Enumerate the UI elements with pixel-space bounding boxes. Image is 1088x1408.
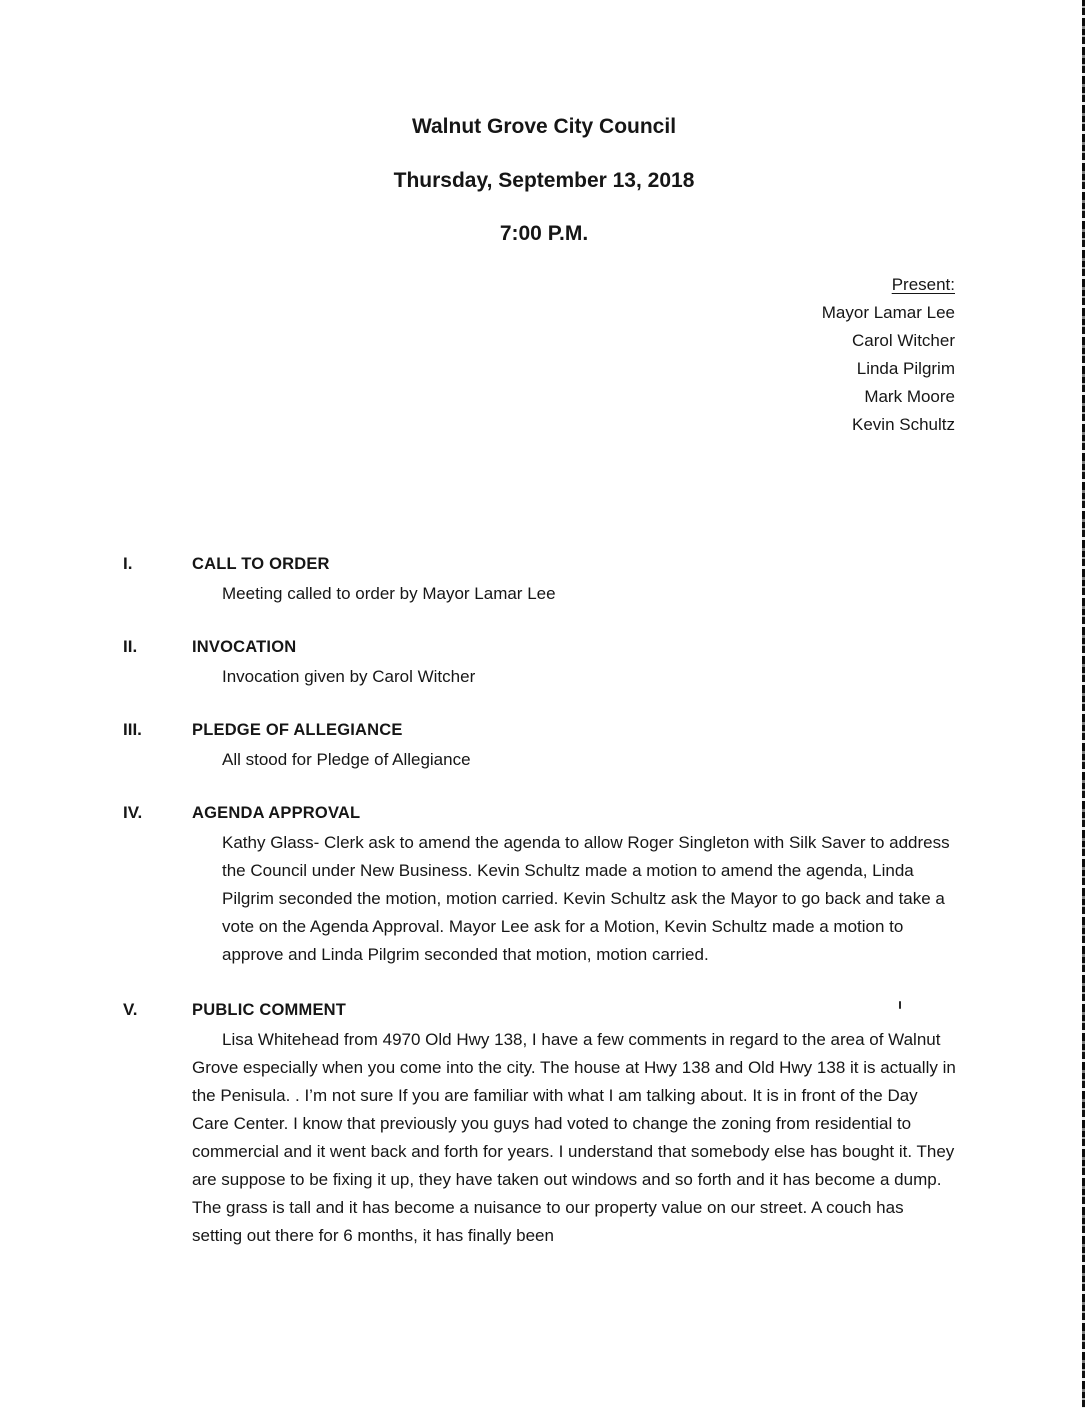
attendee-mayor: Mayor Lamar Lee xyxy=(821,303,955,322)
section-body: Meeting called to order by Mayor Lamar Lee xyxy=(222,584,556,603)
section-heading: PLEDGE OF ALLEGIANCE xyxy=(192,721,403,739)
section-invocation xyxy=(123,633,1088,691)
section-numeral: IV. xyxy=(123,803,143,822)
section-body: All stood for Pledge of Allegiance xyxy=(222,750,471,769)
scan-edge-artifact xyxy=(1082,0,1085,1408)
section-call-to-order xyxy=(123,550,1088,608)
section-numeral: II. xyxy=(123,637,138,656)
section-body: Kathy Glass- Clerk ask to amend the agenda to allow Roger Singleton with Silk Saver to address the Council under New Business. Kevin Schultz made a motion to amend the agenda, Linda Pilgrim seconded the motion, motion carried. Kevin Schultz ask the Mayor to go back and take a vote on the Agenda Approval. Mayor Lee ask for a Motion, Kevin Schultz made a motion to approve and Linda Pilgrim seconded that motion, motion carried. xyxy=(222,833,950,964)
attendee: Kevin Schultz xyxy=(852,415,955,434)
section-numeral: V. xyxy=(123,1000,138,1019)
section-content xyxy=(192,716,1088,774)
section-body: Invocation given by Carol Witcher xyxy=(222,667,476,686)
document-date: Thursday, September 13, 2018 xyxy=(393,169,695,192)
section-heading: CALL TO ORDER xyxy=(192,555,330,573)
section-content xyxy=(192,633,1088,691)
section-heading: PUBLIC COMMENT xyxy=(192,1001,347,1019)
section-content xyxy=(192,550,1088,608)
document-time: 7:00 P.M. xyxy=(499,222,589,245)
section-content xyxy=(192,799,1088,969)
section-content xyxy=(192,996,1088,1250)
attendee: Linda Pilgrim xyxy=(856,359,955,378)
present-block xyxy=(0,271,1088,439)
present-label: Present: xyxy=(891,275,955,294)
section-public-comment xyxy=(123,996,1088,1250)
attendee: Mark Moore xyxy=(864,387,955,406)
section-numeral: III. xyxy=(123,720,142,739)
section-numeral: I. xyxy=(123,554,133,573)
document-header xyxy=(0,0,1088,247)
section-body: Lisa Whitehead from 4970 Old Hwy 138, I have a few comments in regard to the area of Walnut Grove especially when you come into the city. The house at Hwy 138 and Old Hwy 138 it is actually in the Penisula. . I’m not sure If you are familiar with what I am talking about. It is in front of the Day Care Center. I know that previously you guys had voted to change the zoning from residential to commercial and it went back and forth for years. I understand that somebody else has bought it. They are suppose to be fixing it up, they have taken out windows and so forth and it has become a dump. The grass is tall and it has become a nuisance to our property value on our street. A couch has setting out there for 6 months, it has finally been xyxy=(192,1030,956,1245)
section-pledge-of-allegiance xyxy=(123,716,1088,774)
agenda-sections xyxy=(0,550,1088,1250)
section-heading: INVOCATION xyxy=(192,638,297,656)
scan-speck xyxy=(899,1001,901,1009)
attendee: Carol Witcher xyxy=(852,331,955,350)
section-heading: AGENDA APPROVAL xyxy=(192,804,361,822)
document-title: Walnut Grove City Council xyxy=(411,115,677,138)
section-agenda-approval xyxy=(123,799,1088,969)
